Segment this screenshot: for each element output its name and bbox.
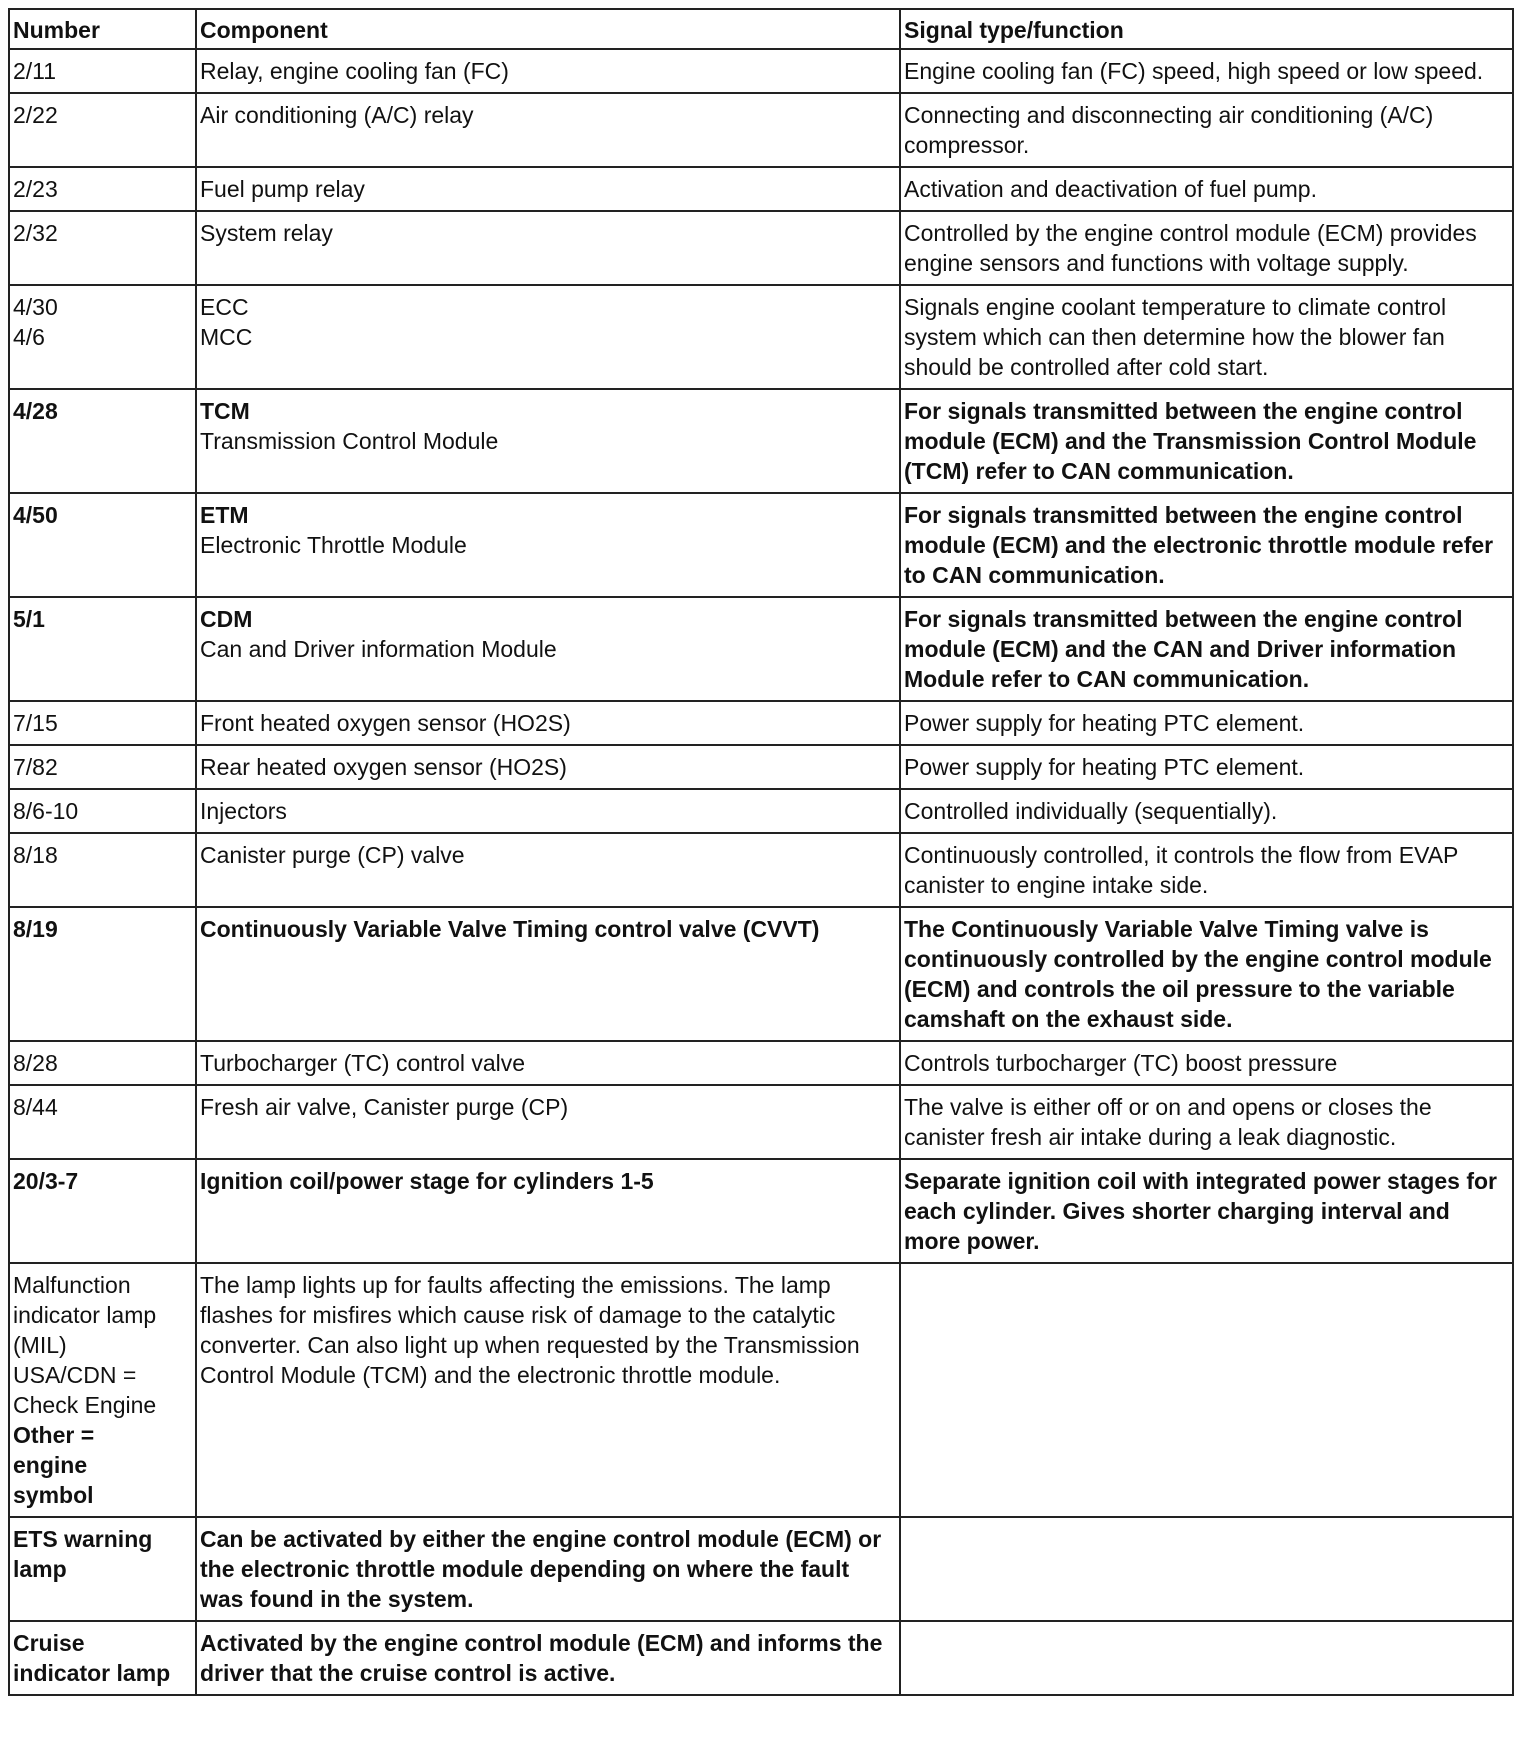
number-cell: 5/1 xyxy=(9,597,196,701)
component-title: TCM xyxy=(200,398,250,424)
number-cell xyxy=(9,1263,196,1517)
number-cell: 8/28 xyxy=(9,1041,196,1085)
component-cell: Rear heated oxygen sensor (HO2S) xyxy=(196,745,900,789)
header-component: Component xyxy=(196,9,900,49)
component-line: ECC xyxy=(200,294,249,320)
number-cell: 2/11 xyxy=(9,49,196,93)
signal-cell: Signals engine coolant temperature to climate control system which can then determine how the blower fan should be controlled after cold start. xyxy=(900,285,1513,389)
table-row xyxy=(9,1159,1513,1263)
table-row xyxy=(9,93,1513,167)
table-row xyxy=(9,745,1513,789)
component-cell: Fuel pump relay xyxy=(196,167,900,211)
table-row xyxy=(9,1085,1513,1159)
number-cell: 7/82 xyxy=(9,745,196,789)
signal-cell: For signals transmitted between the engine control module (ECM) and the CAN and Driver information Module refer to CAN communication. xyxy=(900,597,1513,701)
table-row xyxy=(9,1621,1513,1695)
components-table xyxy=(8,8,1514,1696)
table-row xyxy=(9,1517,1513,1621)
signal-cell: Engine cooling fan (FC) speed, high speed or low speed. xyxy=(900,49,1513,93)
signal-cell: Activation and deactivation of fuel pump. xyxy=(900,167,1513,211)
signal-cell: Power supply for heating PTC element. xyxy=(900,701,1513,745)
table-row xyxy=(9,597,1513,701)
table-row xyxy=(9,285,1513,389)
signal-cell: Controlled individually (sequentially). xyxy=(900,789,1513,833)
number-cell: 4/50 xyxy=(9,493,196,597)
component-cell: Turbocharger (TC) control valve xyxy=(196,1041,900,1085)
number-line: USA/CDN = xyxy=(13,1362,137,1388)
component-cell: Relay, engine cooling fan (FC) xyxy=(196,49,900,93)
number-line: ETS warning xyxy=(13,1526,153,1552)
component-line: MCC xyxy=(200,324,253,350)
table-row xyxy=(9,701,1513,745)
component-cell: Injectors xyxy=(196,789,900,833)
signal-cell xyxy=(900,1517,1513,1621)
component-cell: Activated by the engine control module (ECM) and informs the driver that the cruise control is active. xyxy=(196,1621,900,1695)
number-line: Check Engine xyxy=(13,1392,157,1418)
component-subtitle: Electronic Throttle Module xyxy=(200,532,467,558)
table-row xyxy=(9,493,1513,597)
number-cell: 2/32 xyxy=(9,211,196,285)
number-cell xyxy=(9,285,196,389)
number-cell: 8/6-10 xyxy=(9,789,196,833)
component-cell xyxy=(196,389,900,493)
table-row xyxy=(9,789,1513,833)
number-line: 4/6 xyxy=(13,324,45,350)
table-row xyxy=(9,1263,1513,1517)
component-subtitle: Can and Driver information Module xyxy=(200,636,557,662)
number-line: engine xyxy=(13,1452,88,1478)
number-cell: 4/28 xyxy=(9,389,196,493)
table-row xyxy=(9,211,1513,285)
number-cell: 2/23 xyxy=(9,167,196,211)
number-line: lamp xyxy=(13,1556,67,1582)
signal-cell: The Continuously Variable Valve Timing valve is continuously controlled by the engine control module (ECM) and controls the oil pressure to the variable camshaft on the exhaust side. xyxy=(900,907,1513,1041)
component-subtitle: Transmission Control Module xyxy=(200,428,499,454)
number-cell: 2/22 xyxy=(9,93,196,167)
number-cell: 7/15 xyxy=(9,701,196,745)
signal-cell: For signals transmitted between the engine control module (ECM) and the Transmission Control Module (TCM) refer to CAN communication. xyxy=(900,389,1513,493)
table-row xyxy=(9,907,1513,1041)
header-number: Number xyxy=(9,9,196,49)
table-row xyxy=(9,389,1513,493)
signal-cell: Power supply for heating PTC element. xyxy=(900,745,1513,789)
component-cell: System relay xyxy=(196,211,900,285)
number-cell xyxy=(9,1621,196,1695)
signal-cell: Controls turbocharger (TC) boost pressure xyxy=(900,1041,1513,1085)
number-cell: 20/3-7 xyxy=(9,1159,196,1263)
component-cell xyxy=(196,493,900,597)
number-cell: 8/44 xyxy=(9,1085,196,1159)
number-line: indicator lamp xyxy=(13,1660,171,1686)
component-title: CDM xyxy=(200,606,253,632)
component-cell: Front heated oxygen sensor (HO2S) xyxy=(196,701,900,745)
table-row xyxy=(9,833,1513,907)
signal-cell: Connecting and disconnecting air conditioning (A/C) compressor. xyxy=(900,93,1513,167)
component-cell: Can be activated by either the engine control module (ECM) or the electronic throttle module depending on where the fault was found in the system. xyxy=(196,1517,900,1621)
number-line: Cruise xyxy=(13,1630,85,1656)
number-cell: 8/19 xyxy=(9,907,196,1041)
table-row xyxy=(9,49,1513,93)
signal-cell xyxy=(900,1263,1513,1517)
component-cell: Air conditioning (A/C) relay xyxy=(196,93,900,167)
signal-cell xyxy=(900,1621,1513,1695)
header-row xyxy=(9,9,1513,49)
number-line: Malfunction xyxy=(13,1272,131,1298)
signal-cell: Continuously controlled, it controls the flow from EVAP canister to engine intake side. xyxy=(900,833,1513,907)
table-row xyxy=(9,1041,1513,1085)
document xyxy=(8,8,1512,1696)
number-line: 4/30 xyxy=(13,294,58,320)
signal-cell: For signals transmitted between the engine control module (ECM) and the electronic throttle module refer to CAN communication. xyxy=(900,493,1513,597)
component-cell: Ignition coil/power stage for cylinders 1-5 xyxy=(196,1159,900,1263)
number-cell xyxy=(9,1517,196,1621)
signal-cell: Separate ignition coil with integrated power stages for each cylinder. Gives shorter charging interval and more power. xyxy=(900,1159,1513,1263)
number-line: Other = xyxy=(13,1422,95,1448)
component-title: ETM xyxy=(200,502,249,528)
component-cell: Continuously Variable Valve Timing control valve (CVVT) xyxy=(196,907,900,1041)
component-cell: The lamp lights up for faults affecting the emissions. The lamp flashes for misfires which cause risk of damage to the catalytic converter. Can also light up when requested by the Transmission Control Module (TCM) and the electronic throttle module. xyxy=(196,1263,900,1517)
number-cell: 8/18 xyxy=(9,833,196,907)
header-signal: Signal type/function xyxy=(900,9,1513,49)
component-cell xyxy=(196,285,900,389)
table-row xyxy=(9,167,1513,211)
component-cell xyxy=(196,597,900,701)
signal-cell: Controlled by the engine control module (ECM) provides engine sensors and functions with voltage supply. xyxy=(900,211,1513,285)
number-line: symbol xyxy=(13,1482,94,1508)
number-line: indicator lamp xyxy=(13,1302,157,1328)
number-line: (MIL) xyxy=(13,1332,67,1358)
component-cell: Canister purge (CP) valve xyxy=(196,833,900,907)
signal-cell: The valve is either off or on and opens or closes the canister fresh air intake during a leak diagnostic. xyxy=(900,1085,1513,1159)
component-cell: Fresh air valve, Canister purge (CP) xyxy=(196,1085,900,1159)
